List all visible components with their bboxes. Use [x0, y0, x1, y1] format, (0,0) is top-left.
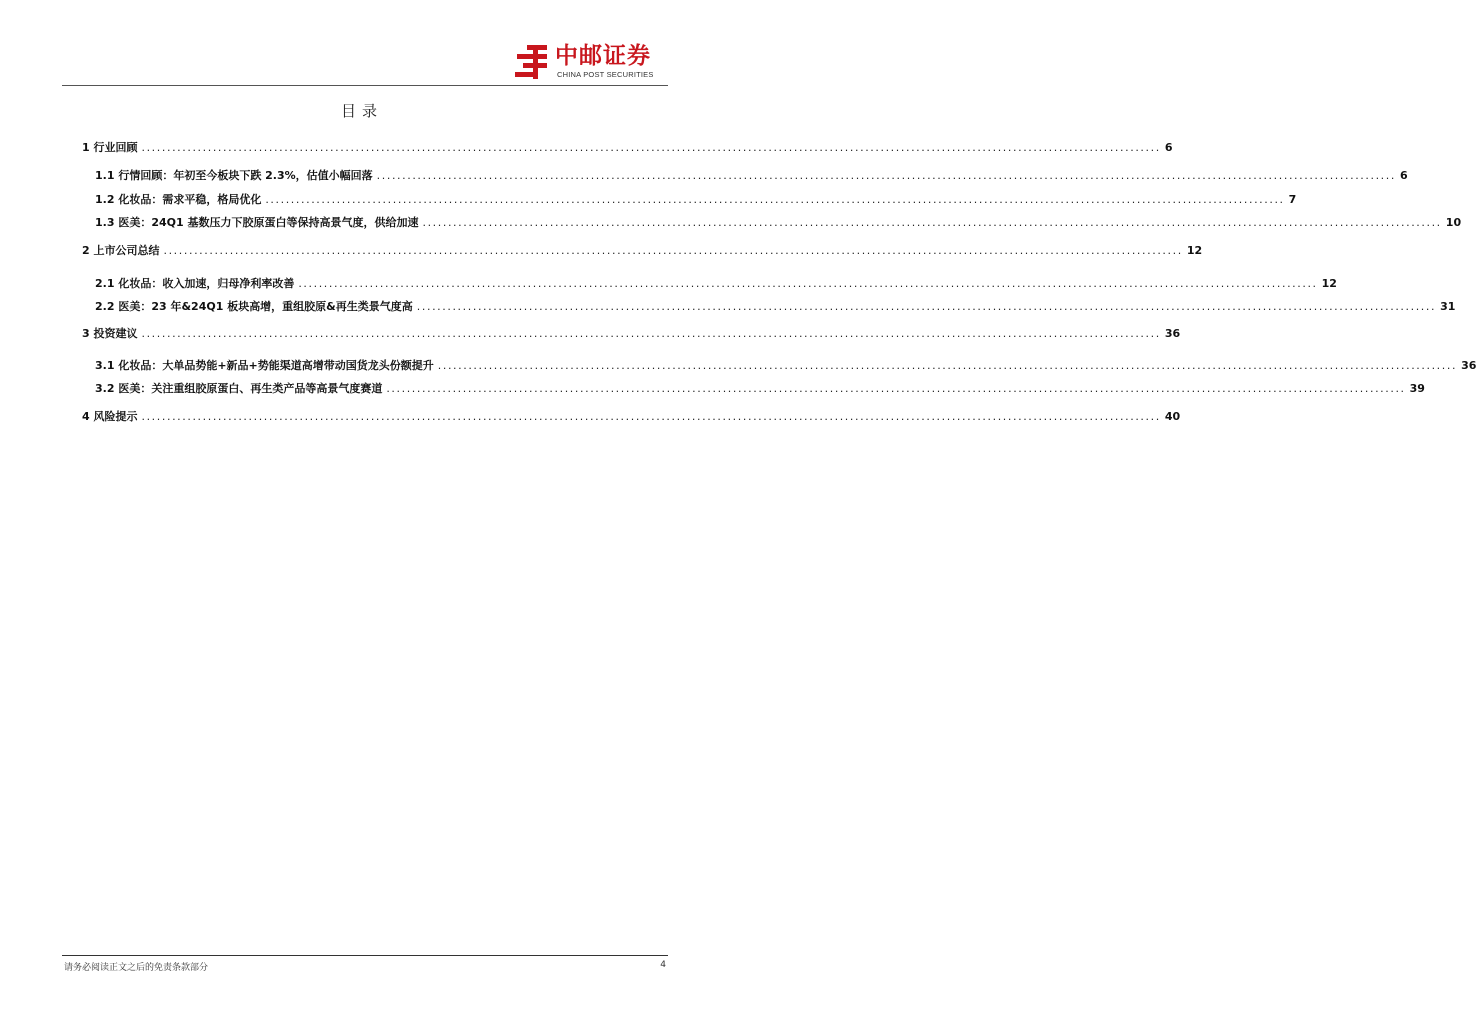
toc-entry-page: 31 [1440, 300, 1456, 313]
toc-dot-leader: ........................................................................................................................................................................................................ [298, 277, 1318, 290]
brand-logo [513, 42, 673, 82]
toc-entry[interactable] [82, 410, 1181, 424]
toc-entry-page: 40 [1164, 410, 1181, 423]
toc-dot-leader: ........................................................................................................................................................................................................ [376, 169, 1396, 182]
toc-entry-label: 1.1 行情回顾：年初至今板块下跌 2.3%，估值小幅回落 [95, 169, 373, 182]
page-number: 4 [660, 960, 666, 970]
toc-entry-label: 2.2 医美：23 年&24Q1 板块高增，重组胶原&再生类景气度高 [95, 300, 413, 313]
toc-entry[interactable] [82, 327, 1181, 341]
toc-entry[interactable] [95, 216, 1462, 230]
toc-dot-leader: ........................................................................................................................................................................................................ [422, 216, 1442, 229]
toc-entry[interactable] [95, 169, 1408, 183]
disclaimer-note: 请务必阅读正文之后的免责条款部分 [64, 963, 209, 973]
toc-dot-leader: ........................................................................................................................................................................................................ [437, 359, 1458, 372]
toc-entry-label: 1.3 医美：24Q1 基数压力下胶原蛋白等保持高景气度，供给加速 [95, 216, 419, 229]
toc-dot-leader: ........................................................................................................................................................................................................ [386, 382, 1406, 395]
toc-entry-label: 3 投资建议 [82, 327, 138, 340]
page-header [0, 0, 724, 86]
toc-entry[interactable] [95, 277, 1337, 291]
toc-entry-page: 10 [1445, 216, 1462, 229]
toc-entry-label: 3.2 医美：关注重组胶原蛋白、再生类产品等高景气度赛道 [95, 382, 383, 395]
toc-entry-label: 1.2 化妆品：需求平稳，格局优化 [95, 193, 262, 206]
toc-dot-leader: ........................................................................................................................................................................................................ [141, 141, 1161, 154]
toc-entry-page: 36 [1164, 327, 1181, 340]
toc-entry-label: 2.1 化妆品：收入加速，归母净利率改善 [95, 277, 295, 290]
toc-entry[interactable] [95, 300, 1456, 314]
toc-entry-label: 4 风险提示 [82, 410, 138, 423]
toc-dot-leader: ........................................................................................................................................................................................................ [416, 300, 1437, 313]
toc-dot-leader: ........................................................................................................................................................................................................ [141, 410, 1161, 423]
toc-entry-page: 12 [1186, 244, 1203, 257]
footer-divider [62, 955, 668, 956]
toc-title: 目录 [340, 102, 383, 120]
toc-entry[interactable] [95, 382, 1425, 396]
toc-entry-page: 7 [1288, 193, 1297, 206]
header-divider [62, 85, 668, 86]
brand-name-cn: 中邮证券 [555, 43, 651, 69]
toc-dot-leader: ........................................................................................................................................................................................................ [163, 244, 1183, 257]
toc-entry-page: 36 [1461, 359, 1476, 372]
toc-entry-page: 39 [1409, 382, 1425, 395]
china-post-logo-icon [513, 42, 553, 82]
toc-entry[interactable] [95, 193, 1297, 207]
toc-entry[interactable] [82, 244, 1203, 258]
toc-dot-leader: ........................................................................................................................................................................................................ [265, 193, 1285, 206]
toc-entry-label: 2 上市公司总结 [82, 244, 160, 257]
toc-entry[interactable] [95, 359, 1476, 373]
toc-entry-label: 1 行业回顾 [82, 141, 138, 154]
toc-entry-page: 6 [1399, 169, 1408, 182]
toc-dot-leader: ........................................................................................................................................................................................................ [141, 327, 1161, 340]
toc-entry-page: 6 [1164, 141, 1173, 154]
brand-name-en: CHINA POST SECURITIES [557, 70, 654, 79]
toc-entry-label: 3.1 化妆品：大单品势能+新品+势能渠道高增带动国货龙头份额提升 [95, 359, 434, 372]
toc-entry-page: 12 [1321, 277, 1337, 290]
toc-entry[interactable] [82, 141, 1173, 155]
